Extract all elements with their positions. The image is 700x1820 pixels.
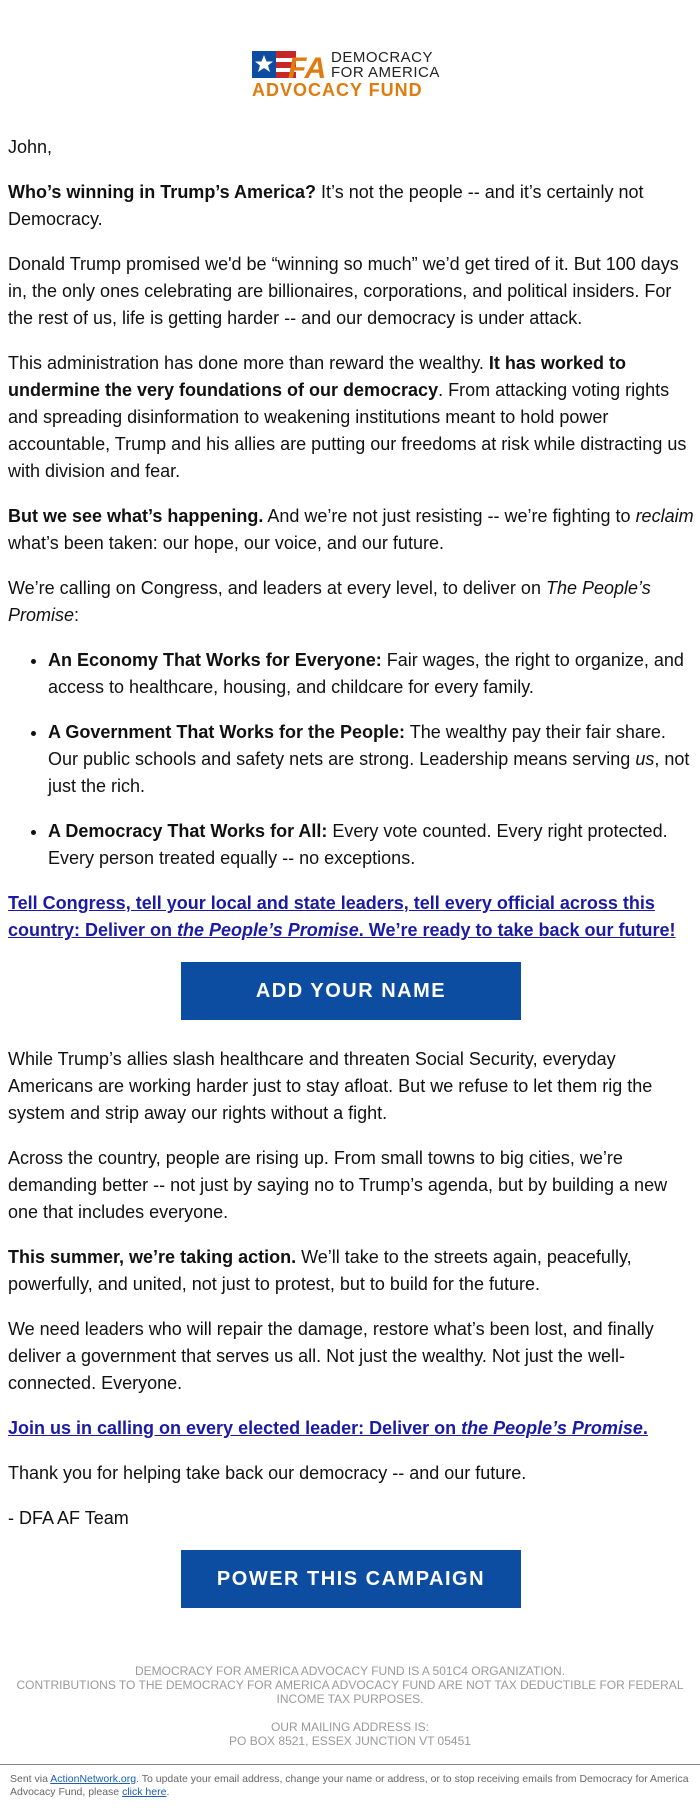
- join-us-link[interactable]: Join us in calling on every elected leader: Deliver on the People’s Promise.: [8, 1418, 648, 1438]
- footer-divider: [0, 1764, 700, 1765]
- logo-line2: FOR AMERICA: [331, 64, 440, 81]
- logo-line3: ADVOCACY FUND: [252, 80, 423, 100]
- tell-congress-link[interactable]: Tell Congress, tell your local and state leaders, tell every official across this country: Deliver on the People’s Promise. We’re ready to take back our future!: [8, 893, 676, 940]
- power-campaign-button-wrap: [8, 1550, 694, 1608]
- cta-link-paragraph-1: [8, 890, 694, 944]
- add-name-button-wrap: [8, 962, 694, 1020]
- legal-footer: [0, 1664, 700, 1748]
- paragraph-1: Who’s winning in Trump’s America? It’s not the people -- and it’s certainly not Democracy.: [8, 182, 644, 229]
- paragraph-8: This summer, we’re taking action. We’ll take to the streets again, peacefully, powerfully, and united, not just to protest, but to build for the future.: [8, 1247, 632, 1294]
- actionnetwork-link[interactable]: ActionNetwork.org: [50, 1773, 137, 1785]
- email-body: [8, 134, 694, 1634]
- list-item: • An Economy That Works for Everyone: Fair wages, the right to organize, and access to healthcare, housing, and childcare for every family.: [48, 647, 694, 701]
- logo-mark-text: FA: [288, 52, 327, 85]
- sent-via-notice: Sent via ActionNetwork.org. To update your email address, change your name or address, or to stop receiving emails from Democracy for America Advocacy Fund, please click here.: [10, 1773, 689, 1798]
- paragraph-3: This administration has done more than reward the wealthy. It has worked to undermine the very foundations of our democracy. From attacking voting rights and spreading disinformation to weakening institutions meant to hold power accountable, Trump and his allies are putting our freedoms at risk while distracting us with division and fear.: [8, 353, 687, 481]
- promise-list: [8, 647, 694, 872]
- footer-line-3: OUR MAILING ADDRESS IS:: [270, 1720, 430, 1734]
- footer-line-4: PO BOX 8521, ESSEX JUNCTION VT 05451: [229, 1734, 471, 1748]
- paragraph-6: While Trump’s allies slash healthcare and threaten Social Security, everyday Americans are working harder just to stay afloat. But we refuse to let them rig the system and strip away our rights without a fight.: [8, 1049, 653, 1123]
- paragraph-10: Thank you for helping take back our democracy -- and our future.: [8, 1463, 527, 1483]
- paragraph-7: Across the country, people are rising up. From small towns to big cities, we’re demanding better -- not just by saying no to Trump’s agenda, but by building a new one that includes everyone.: [8, 1148, 668, 1222]
- paragraph-5: We’re calling on Congress, and leaders at every level, to deliver on The People’s Promise:: [8, 578, 651, 625]
- add-your-name-button[interactable]: ADD YOUR NAME: [181, 962, 521, 1020]
- click-here-link[interactable]: click here: [122, 1786, 167, 1798]
- power-this-campaign-button[interactable]: POWER THIS CAMPAIGN: [181, 1550, 521, 1608]
- list-item: • A Democracy That Works for All: Every vote counted. Every right protected. Every person treated equally -- no exceptions.: [48, 818, 694, 872]
- paragraph-9: We need leaders who will repair the damage, restore what’s been lost, and finally deliver a government that serves us all. Not just the wealthy. Not just the well-connected. Everyone.: [8, 1319, 654, 1393]
- dfa-logo: [0, 46, 700, 108]
- footer-line-2: CONTRIBUTIONS TO THE DEMOCRACY FOR AMERICA ADVOCACY FUND ARE NOT TAX DEDUCTIBLE FOR FEDERAL INCOME TAX PURPOSES.: [16, 1678, 684, 1706]
- greeting: John,: [8, 137, 53, 157]
- list-item: • A Government That Works for the People: The wealthy pay their fair share. Our public schools and safety nets are strong. Leadership means serving us, not just the rich.: [48, 719, 694, 800]
- paragraph-2: Donald Trump promised we'd be “winning so much” we’d get tired of it. But 100 days in, the only ones celebrating are billionaires, corporations, and political insiders. For the rest of us, life is getting harder -- and our democracy is under attack.: [8, 254, 679, 328]
- paragraph-4: But we see what’s happening. And we’re not just resisting -- we’re fighting to reclaim what’s been taken: our hope, our voice, and our future.: [8, 506, 694, 553]
- cta-link-paragraph-2: [8, 1415, 694, 1442]
- footer-line-1: DEMOCRACY FOR AMERICA ADVOCACY FUND IS A 501C4 ORGANIZATION.: [134, 1664, 566, 1678]
- logo-line1: DEMOCRACY: [331, 49, 434, 66]
- signoff: - DFA AF Team: [8, 1508, 129, 1528]
